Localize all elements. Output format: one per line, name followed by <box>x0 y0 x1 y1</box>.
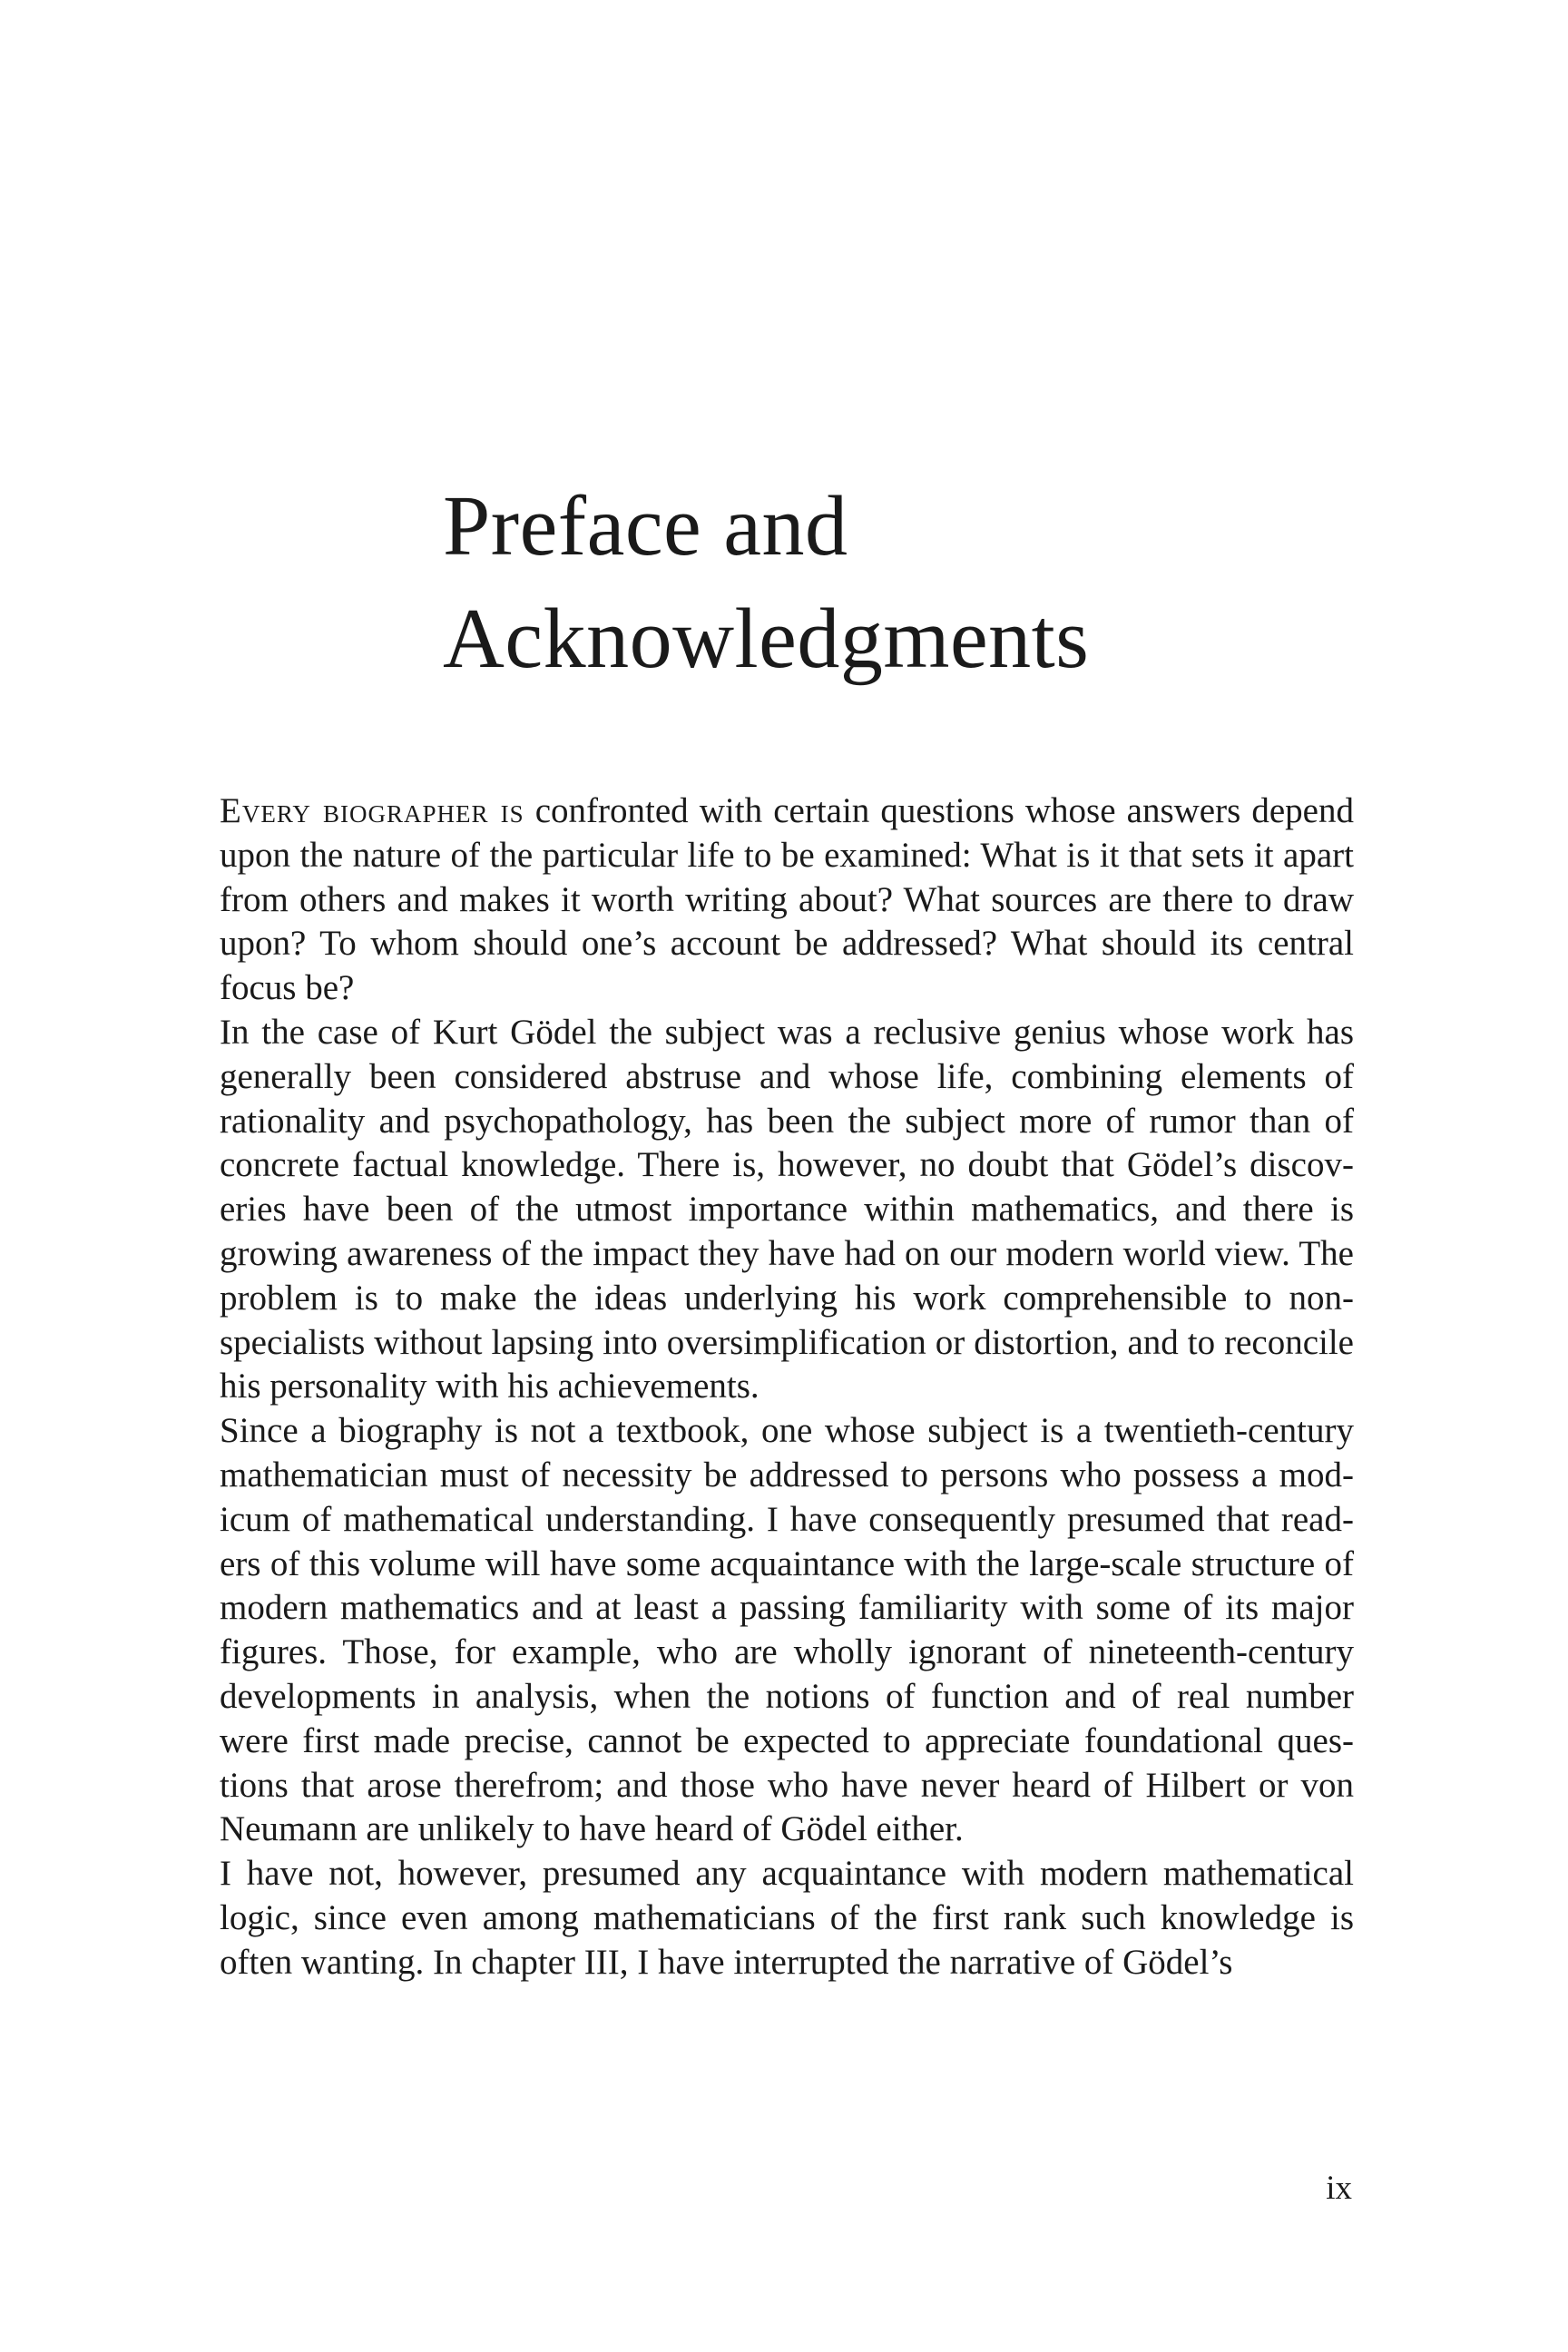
paragraph-4: I have not, however, presumed any acquaintance with modern mathematical logic, since even among mathematicians of the first rank such knowledge is often wanting. In chapter III, I have interrupted the narrative of Gödel’s <box>220 1854 1354 1982</box>
paragraph-1-text: confronted with certain questions whose answers depend upon the nature of the particular life to be examined: What is it that sets it apart from others and makes it worth writing about? What sources are there to draw upon? To whom should one’s account be addressed? What should its central focus be? <box>220 791 1354 1008</box>
chapter-title-line-1: Preface and <box>443 479 848 573</box>
paragraph-2: In the case of Kurt Gödel the subject was a reclusive genius whose work has generally been considered abstruse and whose life, combining elements of rationality and psychopathology, has been the subject more of rumor than of concrete factual knowledge. There is, however, no doubt that Gödel’s discoveries have been of the utmost importance within mathematics, and there is growing awareness of the impact they have had on our modern world view. The problem is to make the ideas underlying his work comprehensible to nonspecialists without lapsing into oversimplification or distortion, and to reconcile his personality with his achievements. <box>220 1012 1354 1406</box>
body-text <box>220 789 1354 1985</box>
paragraph-1-lead-in: Every biographer is <box>220 791 524 830</box>
paragraph-3: Since a biography is not a textbook, one whose subject is a twentieth-century mathematician must of necessity be addressed to persons who possess a modicum of mathematical understanding. I have consequently presumed that readers of this volume will have some acquaintance with the large-scale structure of modern mathematics and at least a passing familiarity with some of its major figures. Those, for example, who are wholly ignorant of nineteenth-century developments in analysis, when the notions of function and of real number were first made precise, cannot be expected to appreciate foundational questions that arose therefrom; and those who have never heard of Hilbert or von Neumann are unlikely to have heard of Gödel either. <box>220 1411 1354 1849</box>
page-number: ix <box>1326 2170 1352 2207</box>
chapter-title <box>443 470 1350 695</box>
paragraph-1 <box>220 789 1354 1011</box>
chapter-title-line-2: Acknowledgments <box>443 592 1090 686</box>
